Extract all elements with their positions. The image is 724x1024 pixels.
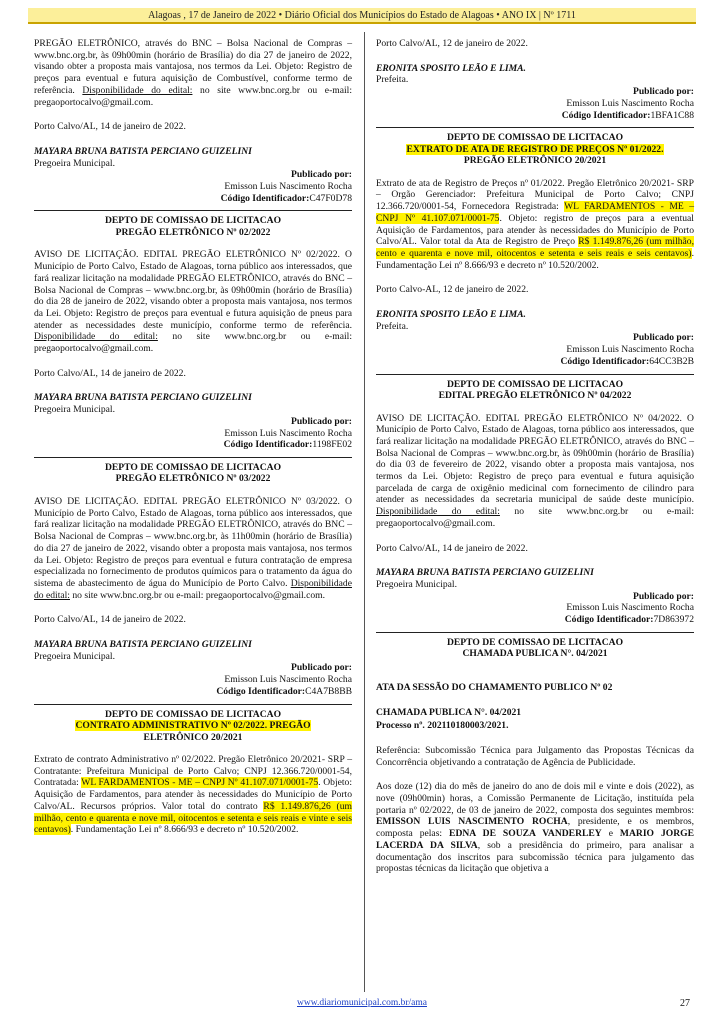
page-header: Alagoas , 17 de Janeiro de 2022 • Diário Oficial dos Municípios do Estado de Alagoas • ANO IX | Nº 1711 xyxy=(28,8,696,24)
date-line: Porto Calvo/AL, 14 de janeiro de 2022. xyxy=(34,367,186,379)
date-line: Porto Calvo/AL, 14 de janeiro de 2022. xyxy=(376,542,528,554)
signature-role: Prefeita. xyxy=(376,74,409,86)
paragraph: Referência: Subcomissão Técnica para Julgamento das Propostas Técnicas da Concorrência objetivando a contratação de Agência de Publicidade. xyxy=(376,744,694,768)
section-separator xyxy=(34,210,352,211)
publication-block: Publicado por: Emisson Luis Nascimento Rocha Código Identificador:C47F0D78 xyxy=(220,169,352,204)
signature-role: Pregoeira Municipal. xyxy=(34,650,115,662)
subheading: CHAMADA PUBLICA N°. 04/2021 xyxy=(376,706,522,718)
column-divider xyxy=(364,32,365,992)
section-separator xyxy=(376,374,694,375)
section-title: DEPTO DE COMISSAO DE LICITACAO CHAMADA PUBLICA N°. 04/2021 xyxy=(446,636,624,660)
date-line: Porto Calvo/AL, 14 de janeiro de 2022. xyxy=(34,121,186,133)
signature-role: Pregoeira Municipal. xyxy=(34,404,115,416)
signature-name: MAYARA BRUNA BATISTA PERCIANO GUIZELINI xyxy=(376,567,594,579)
signature-name: ERONITA SPOSITO LEÃO E LIMA. xyxy=(376,309,526,321)
page-number: 27 xyxy=(680,998,690,1009)
section-title: DEPTO DE COMISSAO DE LICITACAO CONTRATO ADMINISTRATIVO Nº 02/2022. PREGÃO ELETRÔNICO 20/2021 xyxy=(75,708,311,743)
section-title: DEPTO DE COMISSAO DE LICITACAO PREGÃO ELETRÔNICO Nº 03/2022 xyxy=(104,461,282,485)
publication-block: Publicado por: Emisson Luis Nascimento Rocha Código Identificador:1198FE02 xyxy=(223,415,352,451)
date-line: Porto Calvo-AL, 12 de janeiro de 2022. xyxy=(376,284,529,296)
paragraph: AVISO DE LICITAÇÃO. EDITAL PREGÃO ELETRÔNICO Nº 03/2022. O Município de Porto Calvo, Estado de Alagoas, torna público aos interessados, que fará realizar licitação na modalidade PREGÃO ELETRÔNICO, através do BNC – Bolsa Nacional de Compras – www.bnc.org.br, às 11h00min (horário de Brasília) do dia 27 de janeiro de 2022, visando obter a proposta mais vantajosa, nos termos da Lei. Objeto: Registro de preços para eventual e futura contratação de empresa especializada no fornecimento de produtos químicos para o tratamento da água do sistema de abastecimento de água do Município de Porto Calvo. Disponibilidade do edital: no site www.bnc.org.br ou e-mail: pregaoportocalvo@gmail.com. xyxy=(34,495,352,601)
subheading: Processo nº. 202110180003/2021. xyxy=(376,720,509,732)
publication-block: Publicado por: Emisson Luis Nascimento Rocha Código Identificador:C4A7B8BB xyxy=(216,662,352,697)
signature-role: Pregoeira Municipal. xyxy=(376,579,457,590)
paragraph: Aos doze (12) dia do mês de janeiro do ano de dois mil e vinte e dois (2022), as nove (09h00min) horas, a Comissão Permanente de Licitação, instituída pela portaria nº 02/2022, de 03 de janeiro de 2022, composta dos seguintes membros: EMISSON LUIS NASCIMENTO ROCHA, presidente, e os membros, composta pelas: EDNA DE SOUZA VANDERLEY e MARIO JORGE LACERDA DA SILVA, sob a presidência do primeiro, para analisar a documentação dos inscritos para subcomissão técnica para julgamento das propostas técnicas da licitação que objetiva a xyxy=(376,781,695,875)
section-title: DEPTO DE COMISSAO DE LICITACAO EXTRATO DE ATA DE REGISTRO DE PREÇOS Nº 01/2022. PREGÃO ELETRÔNICO 20/2021 xyxy=(406,132,664,167)
date-line: Porto Calvo/AL, 14 de janeiro de 2022. xyxy=(34,614,186,626)
section-separator xyxy=(376,127,694,128)
left-column xyxy=(34,38,352,838)
paragraph: Extrato de contrato Administrativo nº 02/2022. Pregão Eletrônico 20/2021- SRP – Contratante: Prefeitura Municipal de Porto Calvo; CNPJ 12.366.720/0001-54, Contratada: WL FARDAMENTOS - ME – CNPJ Nº 41.107.071/0001-75. Objeto: Aquisição de Fardamentos, para atender às necessidades do Município de Porto Calvo/AL. Recursos próprios. Valor total do contrato R$ 1.149.876,26 (um milhão, cento e quarenta e nove mil, oitocentos e setenta e seis reais e vinte e seis centavos). Fundamentação Lei nº 8.666/93 e decreto nº 10.520/2002. xyxy=(34,754,353,836)
section-title: DEPTO DE COMISSAO DE LICITACAO EDITAL PREGÃO ELETRÔNICO Nº 04/2022 xyxy=(438,378,632,402)
signature-name: MAYARA BRUNA BATISTA PERCIANO GUIZELINI xyxy=(34,392,252,404)
signature-name: ERONITA SPOSITO LEÃO E LIMA. xyxy=(376,62,526,74)
section-title: DEPTO DE COMISSAO DE LICITACAO PREGÃO ELETRÔNICO Nº 02/2022 xyxy=(104,215,282,238)
page-footer xyxy=(0,998,724,1010)
signature-role: Pregoeira Municipal. xyxy=(34,157,115,169)
paragraph: AVISO DE LICITAÇÃO. EDITAL PREGÃO ELETRÔNICO Nº 04/2022. O Município de Porto Calvo, Estado de Alagoas, torna público aos interessados, que fará realizar licitação na modalidade PREGÃO ELETRÔNICO, através do BNC – Bolsa Nacional de Compras – www.bnc.org.br, às 09h00min (horário de Brasília) do dia 03 de fevereiro de 2022, visando obter a proposta mais vantajosa, nos termos da Lei. Objeto: Registro de preço para eventual e futura aquisição parcelada de carga de oxigênio medicinal com fornecimento de cilindro para atender as necessidades da secretaria municipal de saúde deste município. Disponibilidade do edital: no site www.bnc.org.br ou e-mail: pregaoportocalvo@gmail.com. xyxy=(376,412,694,529)
signature-name: MAYARA BRUNA BATISTA PERCIANO GUIZELINI xyxy=(34,145,252,157)
section-separator xyxy=(34,704,352,705)
date-line: Porto Calvo/AL, 12 de janeiro de 2022. xyxy=(376,38,528,49)
section-separator xyxy=(376,632,694,633)
paragraph: PREGÃO ELETRÔNICO, através do BNC – Bolsa Nacional de Compras – www.bnc.org.br, às 09h00min (horário de Brasília) do dia 27 de janeiro de 2022, visando obter a proposta mais vantajosa, nos termos da Lei. Objeto: Registro de preços para eventual e futura aquisição de Combustível, conforme termo de referência. Disponibilidade do edital: no site www.bnc.org.br ou e-mail: pregaoportocalvo@gmail.com. xyxy=(34,38,352,108)
footer-link[interactable]: www.diariomunicipal.com.br/ama xyxy=(297,998,427,1008)
subheading: ATA DA SESSÃO DO CHAMAMENTO PUBLICO Nº 02 xyxy=(376,681,613,693)
publication-block: Publicado por: Emisson Luis Nascimento Rocha Código Identificador:1BFA1C88 xyxy=(561,86,694,121)
section-separator xyxy=(34,457,352,458)
signature-role: Prefeita. xyxy=(376,320,409,332)
publication-block: Publicado por: Emisson Luis Nascimento Rocha Código Identificador:64CC3B2B xyxy=(560,332,694,367)
publication-block: Publicado por: Emisson Luis Nascimento Rocha Código Identificador:7D863972 xyxy=(564,590,694,626)
paragraph: AVISO DE LICITAÇÃO. EDITAL PREGÃO ELETRÔNICO Nº 02/2022. O Município de Porto Calvo, Estado de Alagoas, torna público aos interessados, que fará realizar licitação na modalidade PREGÃO ELETRÔNICO, através do BNC – Bolsa Nacional de Compras – www.bnc.org.br, às 09h00min (horário de Brasília) do dia 28 de janeiro de 2022, visando obter a proposta mais vantajosa, nos termos da Lei. Objeto: Registro de preços para eventual e futura aquisição de pneus para atender as necessidades deste município, conforme termo de referência. Disponibilidade do edital: no site www.bnc.org.br ou e-mail: pregaoportocalvo@gmail.com. xyxy=(34,249,352,355)
right-column xyxy=(376,38,694,877)
paragraph: Extrato de ata de Registro de Preços nº 01/2022. Pregão Eletrônico 20/2021- SRP – Orgão Gerenciador: Prefeitura Municipal de Porto Calvo; CNPJ 12.366.720/0001-54, Fornecedora Registrada: WL FARDAMENTOS - ME – CNPJ Nº 41.107.071/0001-75. Objeto: registro de preços para a eventual Aquisição de Fardamentos, para atender às necessidades do Município de Porto Calvo/AL. Valor total da Ata de Registro de Preço R$ 1.149.876,26 (um milhão, cento e quarenta e nove mil, oitocentos e setenta e seis reais e seis centavos). Fundamentação Lei nº 8.666/93 e decreto nº 10.520/2002. xyxy=(376,177,694,271)
signature-name: MAYARA BRUNA BATISTA PERCIANO GUIZELINI xyxy=(34,639,252,651)
